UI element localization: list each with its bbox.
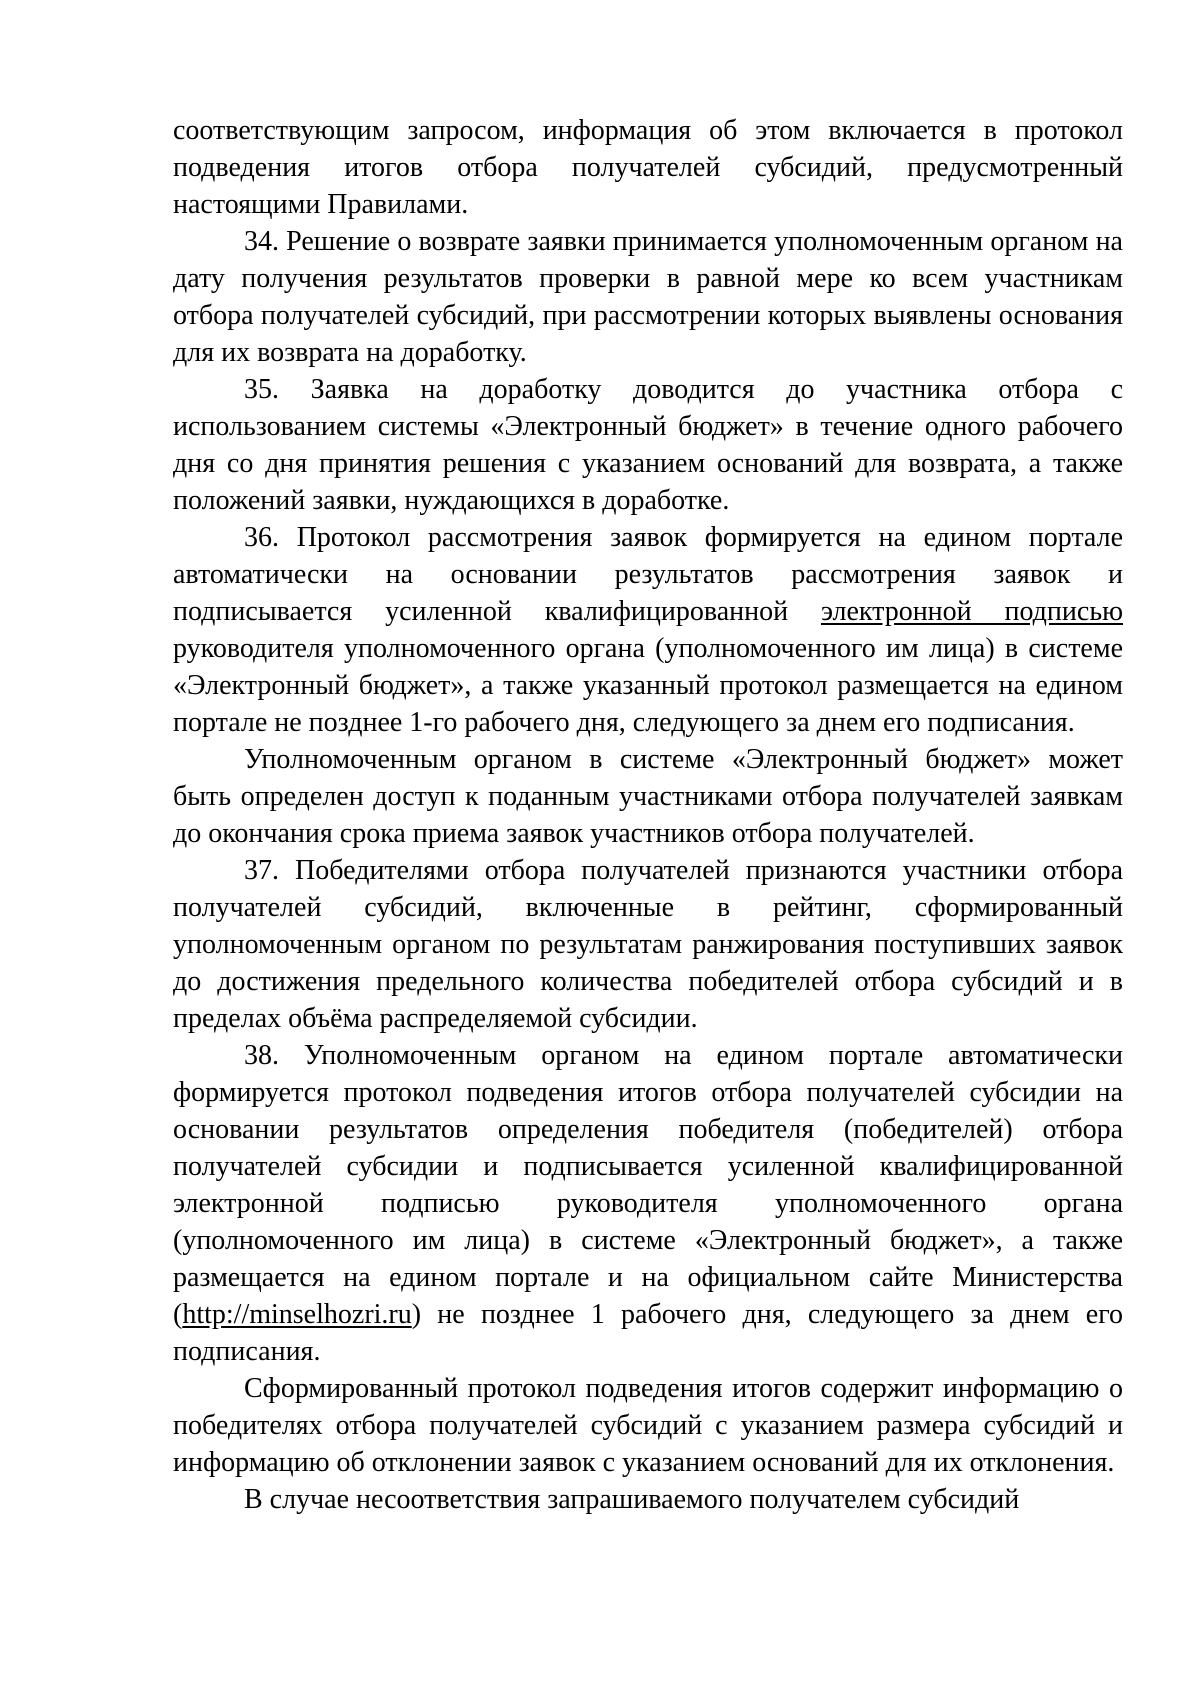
ministry-website-link[interactable]: http://minselhozri.ru <box>182 1299 412 1330</box>
paragraph-36-text-start: 36. Протокол рассмотрения заявок формируется на едином портале автоматически на основании результатов рассмотрения заявок и подписывается усиленной квалифицированной <box>173 522 1123 627</box>
paragraph-38 <box>173 1037 1123 1370</box>
paragraph-35: 35. Заявка на доработку доводится до участника отбора с использованием системы «Электронный бюджет» в течение одного рабочего дня со дня принятия решения с указанием оснований для возврата, а также положений заявки, нуждающихся в доработке. <box>173 374 1123 516</box>
paragraph-36-text-end: руководителя уполномоченного органа (уполномоченного им лица) в системе «Электронный бюджет», а также указанный протокол размещается на едином портале не позднее 1-го рабочего дня, следующего за днем его подписания. <box>173 633 1123 738</box>
paragraph-38-text-end: ) не позднее 1 рабочего дня, следующего за днем его подписания. <box>173 1299 1123 1367</box>
paragraph-36-access: Уполномоченным органом в системе «Электронный бюджет» может быть определен доступ к поданным участниками отбора получателей заявкам до окончания срока приема заявок участников отбора получателей. <box>173 744 1123 849</box>
paragraph-continuation: соответствующим запросом, информация об этом включается в протокол подведения итогов отбора получателей субсидий, предусмотренный настоящими Правилами. <box>173 115 1123 220</box>
document-body <box>173 112 1123 1518</box>
paragraph-mismatch-case: В случае несоответствия запрашиваемого получателем субсидий <box>244 1484 1020 1515</box>
paragraph-37: 37. Победителями отбора получателей признаются участники отбора получателей субсидий, включенные в рейтинг, сформированный уполномоченным органом по результатам ранжирования поступивших заявок до достижения предельного количества победителей отбора субсидий и в пределах объёма распределяемой субсидии. <box>173 855 1123 1034</box>
paragraph-38-text-start: 38. Уполномоченным органом на едином портале автоматически формируется протокол подведения итогов отбора получателей субсидии на основании результатов определения победителя (победителей) отбора получателей субсидии и подписывается усиленной квалифицированной электронной подписью руководителя уполномоченного органа (уполномоченного им лица) в системе «Электронный бюджет», а также размещается на едином портале и на официальном сайте Министерства ( <box>173 1040 1123 1330</box>
paragraph-38-protocol-content: Сформированный протокол подведения итогов содержит информацию о победителях отбора получателей субсидий с указанием размера субсидий и информацию об отклонении заявок с указанием оснований для их отклонения. <box>173 1373 1123 1478</box>
paragraph-34: 34. Решение о возврате заявки принимается уполномоченным органом на дату получения результатов проверки в равной мере ко всем участникам отбора получателей субсидий, при рассмотрении которых выявлены основания для их возврата на доработку. <box>173 226 1123 368</box>
paragraph-36 <box>173 519 1123 741</box>
electronic-signature-link[interactable]: электронной подписью <box>820 596 1124 627</box>
